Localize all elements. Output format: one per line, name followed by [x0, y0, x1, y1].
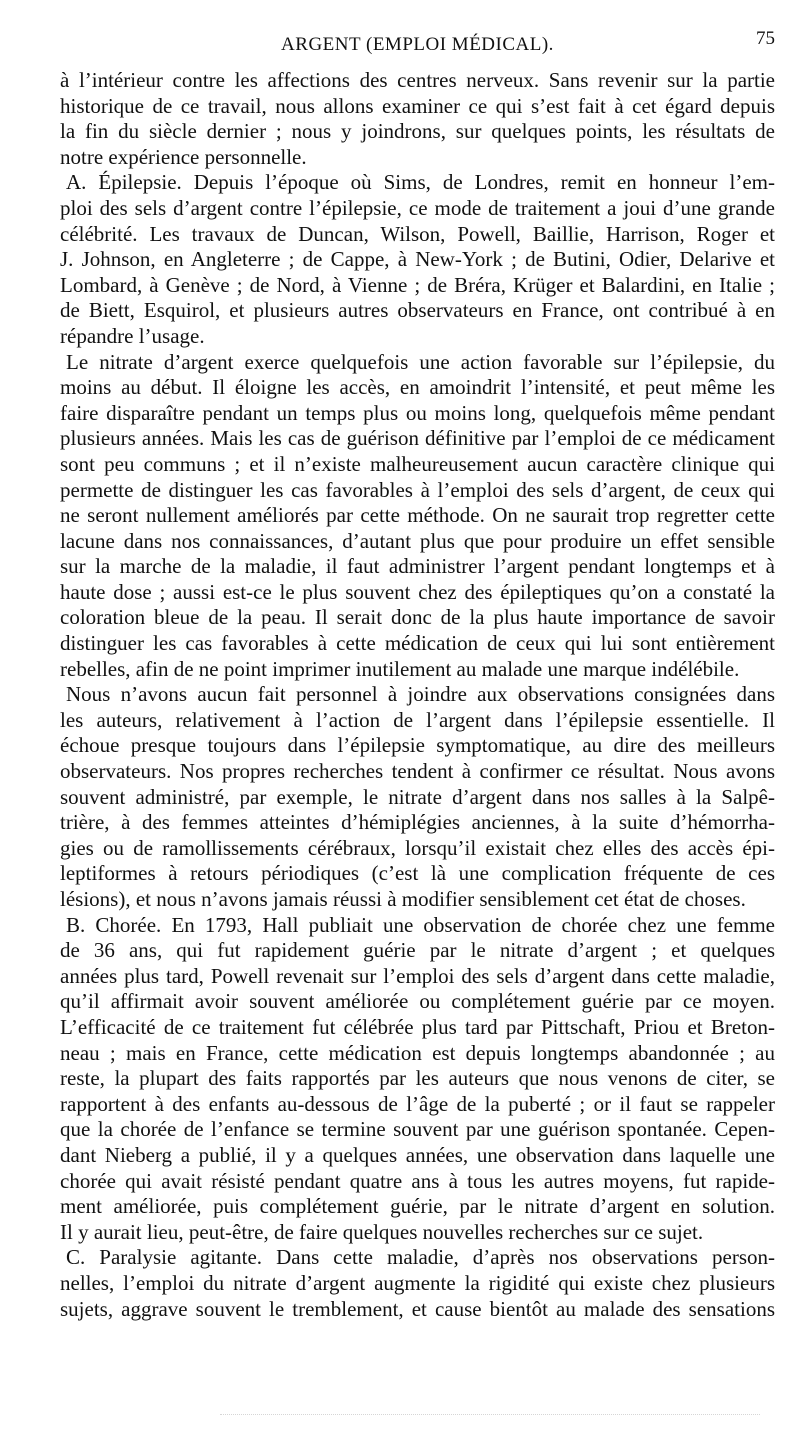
- text-line: à l’intérieur contre les affections des centres nerveux. Sans revenir sur la partie: [60, 68, 775, 92]
- text-line: que la chorée de l’enfance se termine souvent par une guérison spontanée. Cepen-: [60, 1117, 775, 1142]
- text-line: lésions), et nous n’avons jamais réussi à modifier sensiblement cet état de choses.: [60, 887, 746, 911]
- text-line: Nous n’avons aucun fait personnel à joindre aux observations consignées dans: [66, 682, 775, 707]
- page-number: 75: [756, 28, 775, 49]
- text-line: notre expérience personnelle.: [60, 144, 307, 169]
- text-line: faire disparaître pendant un temps plus ou moins long, quelquefois même pendant: [60, 400, 775, 425]
- text-line: sur la marche de la maladie, il faut administrer l’argent pendant longtemps et à: [60, 554, 775, 579]
- text-line: répandre l’usage.: [60, 323, 205, 348]
- text-line: la fin du siècle dernier ; nous y joindrons, sur quelques points, les résultats de: [60, 119, 775, 144]
- text-line: reste, la plupart des faits rapportés par les auteurs que nous venons de citer, se: [60, 1066, 775, 1091]
- text-line: B. Chorée. En 1793, Hall publiait une observation de chorée chez une femme: [66, 912, 775, 937]
- text-line: échoue presque toujours dans l’épilepsie symptomatique, au dire des meilleurs: [60, 733, 775, 758]
- text-line: ploi des sels d’argent contre l’épilepsie, ce mode de traitement a joui d’une grande: [60, 195, 775, 220]
- text-line: qu’il affirmait avoir souvent améliorée ou complétement guérie par ce moyen.: [60, 989, 775, 1014]
- text-line: observateurs. Nos propres recherches tendent à confirmer ce résultat. Nous avons: [60, 759, 775, 784]
- text-line: leptiformes à retours périodiques (c’est là une complication fréquente de ces: [60, 861, 775, 886]
- text-line: permette de distinguer les cas favorables à l’emploi des sels d’argent, de ceux qui: [60, 477, 775, 502]
- text-line: gies ou de ramollissements cérébraux, lorsqu’il existait chez elles des accès épi-: [60, 835, 775, 860]
- text-line: ne seront nullement améliorés par cette méthode. On ne saurait trop regretter cette: [60, 503, 775, 528]
- text-line: C. Paralysie agitante. Dans cette maladie, d’après nos observations person-: [66, 1245, 775, 1270]
- text-line: les auteurs, relativement à l’action de l’argent dans l’épilepsie essentielle. Il: [60, 707, 775, 732]
- text-line: dant Nieberg a publié, il y a quelques années, une observation dans laquelle une: [60, 1142, 775, 1167]
- text-line: sont peu communs ; et il n’existe malheureusement aucun caractère clinique qui: [60, 451, 775, 476]
- text-line: haute dose ; aussi est-ce le plus souvent chez des épileptiques qu’on a constaté la: [60, 579, 775, 604]
- text-line: de Biett, Esquirol, et plusieurs autres observateurs en France, ont contribué à en: [60, 298, 775, 323]
- text-line: sujets, aggrave souvent le tremblement, et cause bientôt au malade des sensations: [60, 1296, 775, 1321]
- running-title: ARGENT (EMPLOI MÉDICAL).: [281, 34, 554, 55]
- text-line: plusieurs années. Mais les cas de guérison définitive par l’emploi de ce médicament: [60, 426, 775, 451]
- text-line: A. Épilepsie. Depuis l’époque où Sims, de Londres, remit en honneur l’em-: [66, 170, 775, 195]
- text-line: Il y aurait lieu, peut-être, de faire quelques nouvelles recherches sur ce sujet.: [60, 1219, 704, 1244]
- text-line: chorée qui avait résisté pendant quatre ans à tous les autres moyens, fut rapide-: [60, 1168, 775, 1193]
- text-line: Le nitrate d’argent exerce quelquefois une action favorable sur l’épilepsie, du: [66, 349, 775, 374]
- text-line: distinguer les cas favorables à cette médication de ceux qui lui sont entièrement: [60, 631, 775, 656]
- text-line: neau ; mais en France, cette médication est depuis longtemps abandonnée ; au: [60, 1040, 775, 1065]
- text-line: ment améliorée, puis complétement guérie, par le nitrate d’argent en solution.: [60, 1194, 775, 1219]
- text-line: rebelles, afin de ne point imprimer inutilement au malade une marque indélébile.: [60, 656, 740, 681]
- text-line: trière, à des femmes atteintes d’hémiplégies anciennes, à la suite d’hémorrha-: [60, 810, 775, 835]
- text-line: L’efficacité de ce traitement fut célébrée plus tard par Pittschaft, Priou et Breton-: [60, 1014, 775, 1039]
- text-line: historique de ce travail, nous allons examiner ce qui s’est fait à cet égard depuis: [60, 93, 775, 118]
- text-line: moins au début. Il éloigne les accès, en amoindrit l’intensité, et peut même les: [60, 375, 775, 400]
- text-line: années plus tard, Powell revenait sur l’emploi des sels d’argent dans cette maladie,: [60, 963, 775, 988]
- page-header: [60, 28, 775, 58]
- text-line: lacune dans nos connaissances, d’autant plus que pour produire un effet sensible: [60, 528, 775, 553]
- text-line: souvent administré, par exemple, le nitrate d’argent dans nos salles à la Salpê-: [60, 784, 775, 809]
- text-line: nelles, l’emploi du nitrate d’argent augmente la rigidité qui existe chez plusieurs: [60, 1270, 775, 1295]
- bleed-through-marks: [220, 1414, 760, 1419]
- text-line: Lombard, à Genève ; de Nord, à Vienne ; de Bréra, Krüger et Balardini, en Italie ;: [60, 272, 775, 297]
- body-text: [60, 68, 775, 1322]
- text-line: J. Johnson, en Angleterre ; de Cappe, à New-York ; de Butini, Odier, Delarive et: [60, 247, 775, 272]
- text-line: célébrité. Les travaux de Duncan, Wilson, Powell, Baillie, Harrison, Roger et: [60, 221, 775, 246]
- text-line: coloration bleue de la peau. Il serait donc de la plus haute importance de savoir: [60, 605, 775, 630]
- text-line: de 36 ans, qui fut rapidement guérie par le nitrate d’argent ; et quelques: [60, 938, 775, 963]
- text-line: rapportent à des enfants au-dessous de l’âge de la puberté ; or il faut se rappeler: [60, 1091, 775, 1116]
